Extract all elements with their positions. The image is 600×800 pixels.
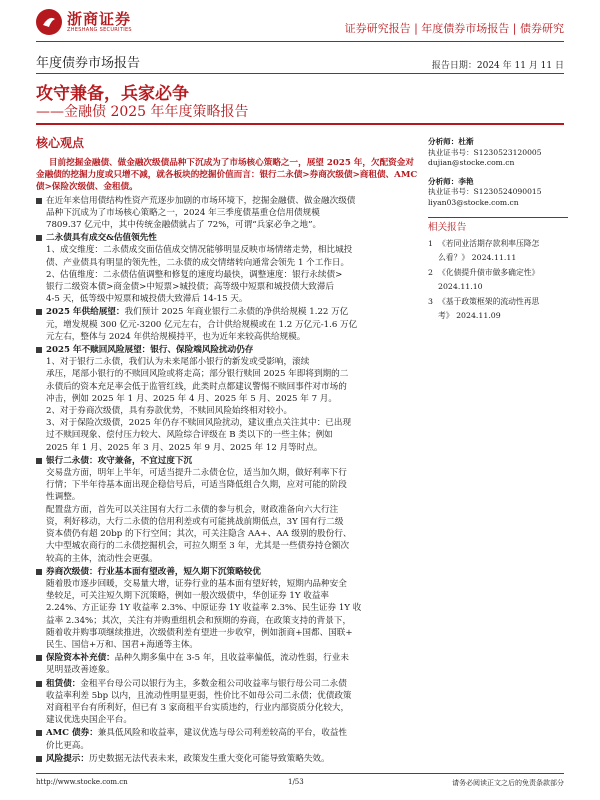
core-views-heading: 核心观点 [36,136,85,150]
report-date: 报告日期：2024 年 11 月 11 日 [431,61,564,71]
key-point-line: 性调整。 [46,492,81,503]
key-point-line: 品种下沉成为了市场核心策略之一，2024 年三季度债基重仓信用债规模 [46,207,320,218]
footer-disclaimer: 请务必阅读正文之后的免责条款部分 [452,779,564,787]
brand-logo [36,9,132,35]
key-point-item [36,727,418,751]
bullet-square-icon [36,730,42,736]
key-point-line: 银行二级资本债>商金债>中短票>城投债；高等级中短票和城投债大致滞后 [46,282,335,293]
related-report-number: 3 [428,297,433,307]
bullet-square-icon [36,569,42,575]
sidebar-divider [428,217,568,218]
key-point-line: 1、成交维度：二永债成交面估值成交情况能够明显反映市场情绪走势，相比城投 [46,245,353,256]
related-reports-list [428,237,568,323]
key-point-heading: 券商次级债：行业基本面有望改善，短久期下沉策略较优 [46,566,261,577]
key-point-heading: 银行二永债：攻守兼备，不宜过度下沉 [46,455,193,466]
key-point-line: 民生、国信+万和、国君+海通等主体。 [46,639,198,650]
key-point-line: 资本债仍有超 20bp 的下行空间；其次，可关注隐含 AA+、AA 级别的股份行、 [46,529,352,540]
key-point-line: 大中型城农商行的二永债挖掘机会，可拉久期至 3 年，尤其是一些债券持仓额次 [46,541,350,552]
key-point-heading: 二永债具有成交&估值领先性 [46,233,157,244]
analyst-card [428,177,568,209]
key-point-line: 兼具低风险和收益率，建议优选与母公司利差较高的平台，收益性 [97,728,348,739]
key-point-line: 3、对于保险次级债，2025 年仍存不赎回风险扰动，建议重点关注其中：已出现 [46,418,352,429]
analyst-name: 分析师：李艳 [428,176,474,186]
key-point-line: 对商租平台有所利好，但已有 3 家商租平台实质违约，行业内部资质分化较大， [46,702,350,713]
related-report-line: 《若同业活期存款利率压降怎 [438,239,540,249]
bullet-square-icon [36,756,42,762]
report-category: 年度债券市场报告 [36,56,141,71]
related-report-item[interactable] [428,237,568,265]
main-content [36,130,418,765]
key-point-line: 2.24%、方正证券 1Y 收益率 2.3%、中原证券 1Y 收益率 2.3%、民生证券 1Y 收 [46,603,362,614]
sidebar [428,137,568,324]
key-point-line: 承压，尾部小银行的不赎回风险或将走高；部分银行赎回 2025 年即将到期的二 [46,369,349,380]
key-point-item [36,678,418,727]
report-subtitle: ——金融债 2025 年年度策略报告 [36,104,249,120]
key-point-line: 4-5 天，低等级中短票和城投债大致滞后 14-15 天。 [46,294,248,305]
key-point-heading: 2025 年不赎回风险展望：银行、保险端风险扰动仍存 [46,345,254,356]
key-point-item [36,344,418,454]
key-point-line: 元左右，整体与 2024 年供给规模持平，也为近年来较高供给规模。 [46,331,306,342]
brand-mark-icon [36,9,62,35]
related-reports-heading: 相关报告 [428,221,467,233]
key-point-line: 债、产业债具有明显的领先性，二永债的成交情绪转向通常会领先 1 个工作日。 [46,257,350,268]
key-point-line: 2、对于券商次级债，具有券款优势，不赎回风险始终相对较小。 [46,406,293,417]
key-point-item [36,306,418,343]
key-point-line: 历史数据无法代表未来，政策发生重大变化可能导致策略失效。 [88,753,330,764]
key-point-line: 我们预计 2025 年商业银行二永债的净供给规模 1.22 万亿 [124,307,349,318]
key-point-item [36,195,418,232]
bullet-square-icon [36,198,42,204]
report-title: 攻守兼备，兵家必争 [36,84,189,104]
key-point-item [36,566,418,651]
related-report-line: 2024.11.10 [438,282,483,292]
key-point-line: 冲击，例如 2025 年 1 月、2025 年 4 月、2025 年 5 月、2025 年 7 月。 [46,393,337,404]
related-report-title [438,237,539,265]
key-point-line: 较高的主体，流动性会更强。 [46,553,158,564]
key-point-line: 随着股市逐步回暖，交易量大增，证券行业的基本面有望好转，短期内品种安全 [46,578,347,589]
key-point-line: 配置盘方面，首先可以关注国有大行二永债的参与机会，财政准备向六大行注 [46,504,339,515]
related-report-item[interactable] [428,295,568,323]
key-point-item [36,753,418,765]
key-point-line: 1、对于银行二永债，我们认为未来尾部小银行的新发或受影响，滚续 [46,357,310,368]
key-point-heading: 租赁债： [46,678,81,689]
key-point-line: 交易盘方面，明年上半年，可适当提升二永债仓位，适当加久期，做好利率下行 [46,468,347,479]
key-point-line: 见明显改善迹象。 [46,665,115,676]
related-report-title [438,266,539,294]
related-report-line: 《化债提升债市做多确定性》 [438,268,540,278]
key-point-line: 元，增发规模 300 亿元-3200 亿元左右，合计供给规模或在 1.2 万亿元-1.6 万亿 [46,319,358,330]
key-point-item [36,232,418,305]
header-divider [36,41,564,42]
analyst-card [428,137,568,169]
page-number: 1/53 [288,778,304,786]
key-point-line: 收益率利差 5bp 以内，且流动性明显更弱，性价比不如母公司二永债；优债政策 [46,690,352,701]
title-divider [36,123,564,125]
related-report-number: 1 [428,239,433,249]
related-report-line: 考》 2024.11.09 [438,311,501,321]
related-report-item[interactable] [428,266,568,294]
key-points-list [36,195,418,765]
analyst-name: 分析师：杜渐 [428,137,474,146]
key-point-heading: AMC 债券： [46,728,98,739]
footer-divider [36,773,564,774]
header-nav: 证券研究报告 | 年度债券市场报告 | 债券研究 [344,22,564,35]
key-point-line: 在近年来信用债结构性资产荒逐步加剧的市场环境下，挖掘金融债、做金融次级债 [46,195,356,206]
related-report-line: 么看？》 2024.11.11 [438,253,517,263]
intro-paragraph: 目前挖掘金融债、做金融次级债品种下沉成为了市场核心策略之一，展望 2025 年，欠配资金对金融债的挖掘力度或只增不减，就各板块的挖掘价值而言：银行二永债>券商次级债>商租债、AMC 债>保险次级债、金租债。 [36,158,418,193]
key-point-line: 垫较足，可关注短久期下沉策略，例如一般次级债中，华创证券 1Y 收益率 [46,591,330,602]
category-divider [36,73,564,74]
key-point-line: 2、估值维度：二永债估值调整和修复的速度均最快，调整速度：银行永续债> [46,269,343,280]
key-point-line: 资，利好移动，大行二永债的信用利差或有可能挑战前期低点，3Y 国有行二级 [46,516,344,527]
related-report-title [438,295,539,323]
key-point-line: 2025 年 1 月、2025 年 3 月、2025 年 9 月、2025 年 12 月等时点。 [46,442,323,453]
key-point-line: 品种久期多集中在 3-5 年，且收益率偏低，流动性弱，行业未 [114,653,349,664]
analyst-cert: 执业证书号：S1230524090015 [428,187,542,197]
bullet-square-icon [36,347,42,353]
key-point-line: 益率 2.34%；其次，关注有并购重组机会和预期的券商，在政策支持的背景下， [46,615,352,626]
brand-name-en: ZHESHANG SECURITIES [67,26,132,33]
analyst-cert: 执业证书号：S1230523120005 [428,147,542,157]
key-point-line: 建议优选央国企平台。 [46,715,132,726]
key-point-item [36,455,418,565]
key-point-line: 7809.37 亿元中，其中传统金融债就占了 72%，可谓“兵家必争之地”。 [46,220,322,231]
key-point-heading: 保险资本补充债： [46,653,115,664]
key-point-line: 价比更高。 [46,740,89,751]
analyst-email[interactable]: dujian@stocke.com.cn [428,158,515,168]
key-point-line: 过不赎回现象、偿付压力较大、风险综合评级在 B 类以下的一些主体；例如 [46,430,333,441]
key-point-line: 行情；下半年待基本面出现企稳信号后，可适当降低组合久期，应对可能的阶段 [46,480,347,491]
bullet-square-icon [36,235,42,241]
key-point-line: 金租平台母公司以银行为主，多数金租公司收益率与银行母公司二永债 [80,678,347,689]
analyst-list [428,137,568,209]
bullet-square-icon [36,458,42,464]
brand-name: 浙商证券 [67,9,132,28]
key-point-heading: 2025 年供给展望： [46,307,125,318]
footer-website[interactable]: http://www.stocke.com.cn [36,778,128,786]
bullet-square-icon [36,655,42,661]
related-report-line: 《基于政策框架的流动性再思 [438,297,540,307]
key-point-heading: 风险提示： [46,753,89,764]
key-point-line: 随着收并购事项继续推进，次级债利差有望进一步收窄，例如浙商+国都、国联+ [46,627,353,638]
related-report-number: 2 [428,268,433,278]
bullet-square-icon [36,681,42,687]
key-point-line: 永债后的资本充足率会低于监管红线，此类时点都建议警惕不赎回事件对市场的 [46,381,347,392]
bullet-square-icon [36,309,42,315]
key-point-item [36,652,418,676]
analyst-email[interactable]: liyan03@stocke.com.cn [428,197,519,207]
